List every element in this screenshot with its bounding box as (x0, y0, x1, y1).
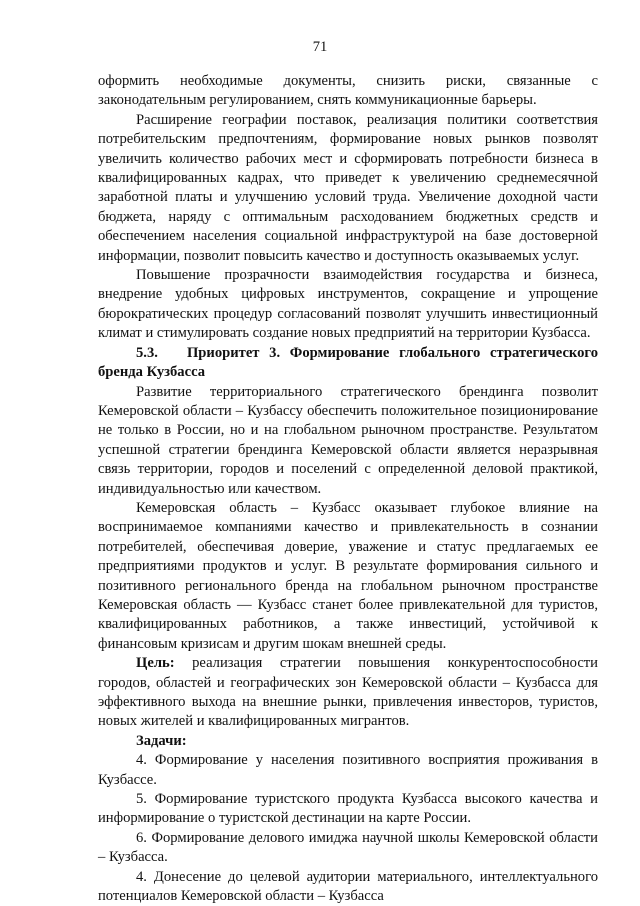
paragraph-supply-geography: Расширение географии поставок, реализация политики соответствия потребительским предпочтениям, формирование новых рынков позволят увеличить количество рабочих мест и сформировать потребности бизнеса в квалифицированных кадрах, что приведет к увеличению среднемесячной заработной платы и улучшению условий труда. Увеличение доходной части бюджета, наряду с оптимальным расходованием бюджетных средств и обеспечением населения социальной инфраструктурой на базе достоверной информации, позволит повысить качество и доступность оказываемых услуг. (98, 111, 598, 264)
paragraph-goal (98, 654, 598, 732)
task-item: 5. Формирование туристского продукта Кузбасса высокого качества и информирование о туристской дестинации на карте России. (98, 791, 598, 827)
paragraph-continuation: оформить необходимые документы, снизить риски, связанные с законодательным регулированием, снять коммуникационные барьеры. (98, 73, 598, 109)
task-item: 4. Формирование у населения позитивного восприятия проживания в Кузбассе. (98, 752, 598, 788)
goal-text: реализация стратегии повышения конкурентоспособности городов, областей и географических зон Кемеровской области – Кузбасса для эффективного выхода на внешние рынки, привлечения инвесторов, туристов, новых жителей и квалифицированных мигрантов. (98, 655, 598, 730)
page-number: 71 (312, 39, 328, 55)
task-item: 4. Донесение до целевой аудитории материального, интеллектуального потенциалов Кемеровской области – Кузбасса (98, 868, 598, 905)
tasks-label: Задачи: (136, 732, 187, 749)
page-body (98, 72, 598, 906)
paragraph-region-influence: Кемеровская область – Кузбасс оказывает глубокое влияние на воспринимаемое компаниями качество и привлекательность в сознании потребителей, обеспечивая доверие, уважение и статус предлагаемых ее предприятиями продуктов и услуг. В результате формирования сильного и позитивного регионального бренда на глобальном рыночном пространстве Кемеровская область — Кузбасс станет более привлекательной для туристов, квалифицированных работников, а также инвестиций, устойчивой к финансовым кризисам и другим шокам внешней среды. (98, 499, 598, 652)
paragraph-transparency: Повышение прозрачности взаимодействия государства и бизнеса, внедрение удобных цифровых инструментов, сокращение и упрощение бюрократических процедур согласований позволят улучшить инвестиционный климат и стимулировать создание новых предприятий на территории Кузбасса. (98, 267, 598, 342)
paragraph-branding: Развитие территориального стратегического брендинга позволит Кемеровской области – Кузбассу обеспечить положительное позиционирование не только в России, но и на глобальном рыночном пространстве. Результатом успешной стратегии брендинга Кемеровской области является неразрывная связь территории, городов и поселений с определенной деловой практикой, индивидуальностью или качеством. (98, 383, 598, 497)
task-item: 6. Формирование делового имиджа научной школы Кемеровской области – Кузбасса. (98, 829, 598, 866)
section-heading: 5.3. Приоритет 3. Формирование глобального стратегического бренда Кузбасса (98, 344, 598, 381)
goal-label: Цель: (136, 655, 175, 672)
